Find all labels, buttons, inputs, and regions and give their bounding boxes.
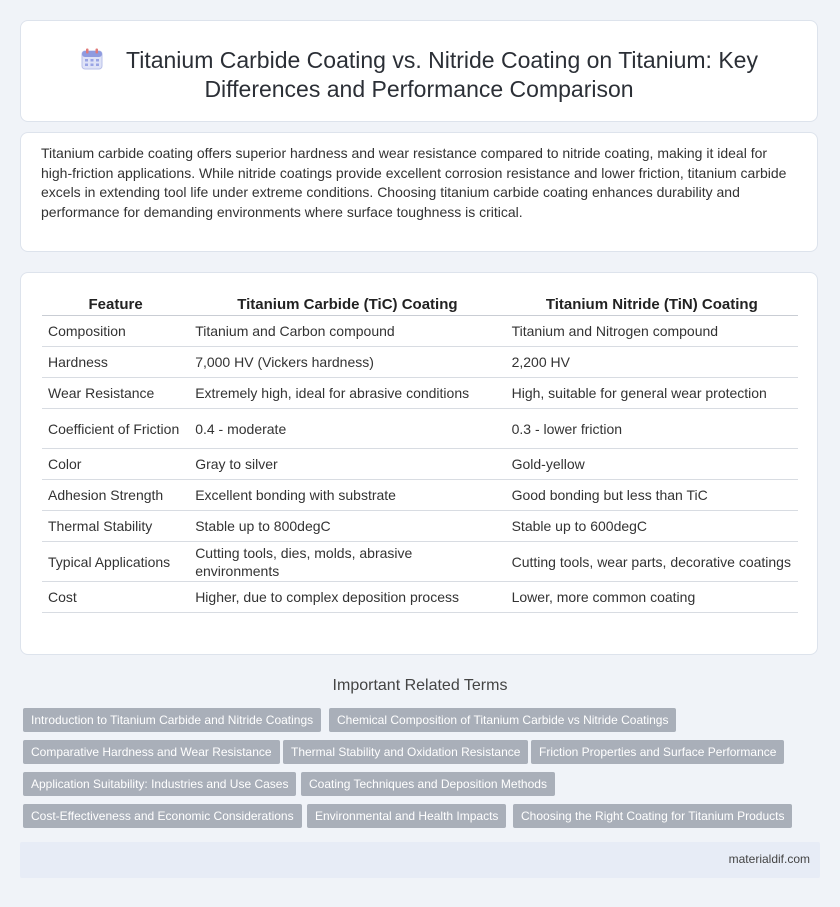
tic-cell: 0.4 - moderate xyxy=(189,409,505,449)
table-row xyxy=(42,511,798,542)
related-term-tag[interactable]: Coating Techniques and Deposition Methods xyxy=(301,772,555,796)
feature-cell: Coefficient of Friction xyxy=(42,409,189,449)
tic-cell: Cutting tools, dies, molds, abrasive environments xyxy=(189,542,505,582)
tin-cell: High, suitable for general wear protection xyxy=(506,378,798,409)
related-term-tag[interactable]: Chemical Composition of Titanium Carbide vs Nitride Coatings xyxy=(329,708,676,732)
title-card xyxy=(20,20,818,122)
header-tin: Titanium Nitride (TiN) Coating xyxy=(506,292,798,316)
tic-cell: Higher, due to complex deposition process xyxy=(189,582,505,613)
related-term-tag[interactable]: Introduction to Titanium Carbide and Nitride Coatings xyxy=(23,708,321,732)
feature-cell: Color xyxy=(42,449,189,480)
tin-cell: Cutting tools, wear parts, decorative coatings xyxy=(506,542,798,582)
related-term-tag[interactable]: Thermal Stability and Oxidation Resistance xyxy=(283,740,528,764)
related-term-tag[interactable]: Application Suitability: Industries and Use Cases xyxy=(23,772,296,796)
feature-cell: Adhesion Strength xyxy=(42,480,189,511)
feature-cell: Hardness xyxy=(42,347,189,378)
tin-cell: Gold-yellow xyxy=(506,449,798,480)
related-term-tag[interactable]: Choosing the Right Coating for Titanium Products xyxy=(513,804,792,828)
calendar-icon xyxy=(80,47,104,71)
tin-cell: 0.3 - lower friction xyxy=(506,409,798,449)
page-title-wrap xyxy=(71,46,767,104)
related-term-tag[interactable]: Comparative Hardness and Wear Resistance xyxy=(23,740,280,764)
header-tic: Titanium Carbide (TiC) Coating xyxy=(189,292,505,316)
tin-cell: Good bonding but less than TiC xyxy=(506,480,798,511)
table-row xyxy=(42,542,798,582)
tic-cell: Extremely high, ideal for abrasive conditions xyxy=(189,378,505,409)
feature-cell: Composition xyxy=(42,316,189,347)
table-row xyxy=(42,409,798,449)
tin-cell: Stable up to 600degC xyxy=(506,511,798,542)
related-term-tag[interactable]: Environmental and Health Impacts xyxy=(307,804,506,828)
comparison-table xyxy=(42,292,798,613)
table-row xyxy=(42,480,798,511)
tic-cell: 7,000 HV (Vickers hardness) xyxy=(189,347,505,378)
footer xyxy=(20,842,820,878)
feature-cell: Typical Applications xyxy=(42,542,189,582)
table-row xyxy=(42,316,798,347)
related-term-tag[interactable]: Friction Properties and Surface Performance xyxy=(531,740,784,764)
table-row xyxy=(42,378,798,409)
feature-cell: Thermal Stability xyxy=(42,511,189,542)
comparison-table-card xyxy=(20,272,818,655)
tin-cell: 2,200 HV xyxy=(506,347,798,378)
tic-cell: Stable up to 800degC xyxy=(189,511,505,542)
tin-cell: Titanium and Nitrogen compound xyxy=(506,316,798,347)
related-terms-heading: Important Related Terms xyxy=(332,677,508,694)
feature-cell: Wear Resistance xyxy=(42,378,189,409)
tic-cell: Gray to silver xyxy=(189,449,505,480)
intro-card xyxy=(20,132,818,252)
table-row xyxy=(42,449,798,480)
tic-cell: Titanium and Carbon compound xyxy=(189,316,505,347)
tin-cell: Lower, more common coating xyxy=(506,582,798,613)
table-header-row xyxy=(42,292,798,316)
table-row xyxy=(42,347,798,378)
page-title: Titanium Carbide Coating vs. Nitride Coating on Titanium: Key Differences and Performance Comparison xyxy=(126,47,758,102)
table-row xyxy=(42,582,798,613)
tic-cell: Excellent bonding with substrate xyxy=(189,480,505,511)
feature-cell: Cost xyxy=(42,582,189,613)
footer-site[interactable]: materialdif.com xyxy=(728,852,810,866)
header-feature: Feature xyxy=(42,292,189,316)
related-term-tag[interactable]: Cost-Effectiveness and Economic Considerations xyxy=(23,804,302,828)
intro-text: Titanium carbide coating offers superior hardness and wear resistance compared to nitride coating, making it ideal for high-friction applications. While nitride coatings provide excellent corrosion resistance and lower friction, titanium carbide excels in extending tool life under extreme conditions. Choosing titanium carbide coating enhances durability and performance for demanding environments where surface toughness is critical. xyxy=(41,145,787,220)
